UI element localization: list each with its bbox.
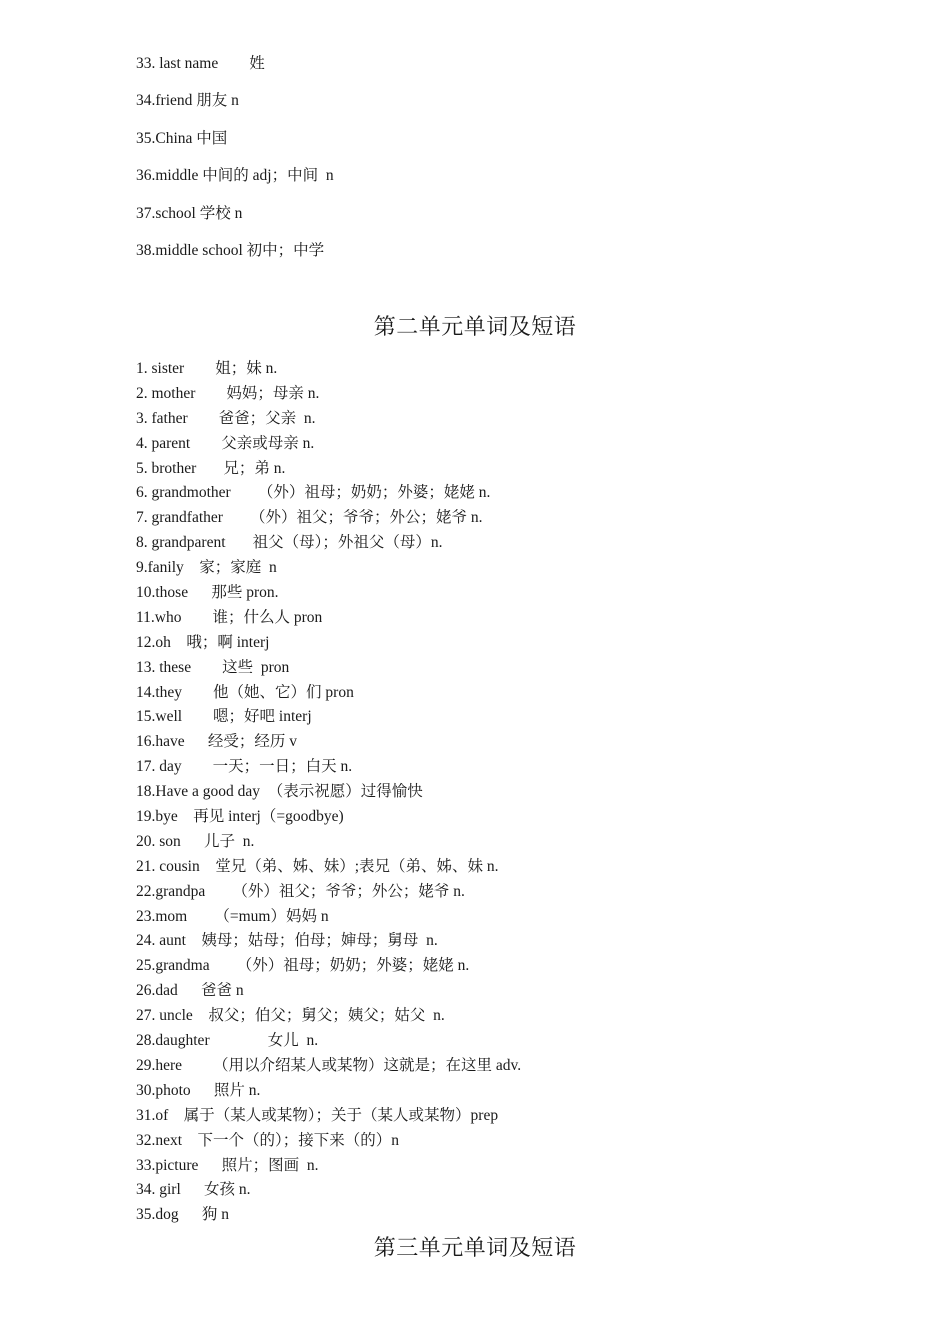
vocab-item: 35.dog 狗 n xyxy=(136,1206,230,1224)
vocab-item: 38.middle school 初中；中学 xyxy=(136,241,325,259)
vocab-item: 35.China 中国 xyxy=(136,129,228,147)
previous-unit-vocab-list xyxy=(136,53,334,277)
vocab-item: 11.who 谁；什么人 pron xyxy=(136,608,323,626)
vocab-item: 17. day 一天；一日；白天 n. xyxy=(136,758,353,776)
vocab-item: 33. last name 姓 xyxy=(136,55,265,72)
vocab-item: 9.fanily 家；家庭 n xyxy=(136,559,277,577)
vocab-item: 4. parent 父亲或母亲 n. xyxy=(136,434,315,452)
vocab-item: 3. father 爸爸；父亲 n. xyxy=(136,409,316,427)
vocab-item: 24. aunt 姨母；姑母；伯母；婶母；舅母 n. xyxy=(136,932,438,950)
unit2-vocab-list xyxy=(136,358,521,1229)
unit2-heading: 第二单元单词及短语 xyxy=(373,314,577,339)
vocab-item: 20. son 儿子 n. xyxy=(136,832,255,850)
vocab-item: 6. grandmother （外）祖母；奶奶；外婆；姥姥 n. xyxy=(136,484,491,502)
vocab-item: 5. brother 兄；弟 n. xyxy=(136,459,286,477)
vocab-item: 34.friend 朋友 n xyxy=(136,92,239,110)
vocab-item: 14.they 他（她、它）们 pron xyxy=(136,683,354,701)
vocab-item: 16.have 经受；经历 v xyxy=(136,733,298,751)
vocab-item: 7. grandfather （外）祖父；爷爷；外公；姥爷 n. xyxy=(136,509,483,527)
vocab-item: 19.bye 再见 interj（=goodbye) xyxy=(136,808,344,826)
vocab-item: 15.well 嗯；好吧 interj xyxy=(136,708,312,726)
vocab-item: 8. grandparent 祖父（母）；外祖父（母）n. xyxy=(136,534,443,552)
vocab-item: 28.daughter 女儿 n. xyxy=(136,1032,319,1050)
vocab-item: 25.grandma （外）祖母；奶奶；外婆；姥姥 n. xyxy=(136,957,470,975)
vocab-item: 32.next 下一个（的）；接下来（的）n xyxy=(136,1131,400,1149)
vocab-item: 37.school 学校 n xyxy=(136,204,243,222)
vocab-item: 2. mother 妈妈；母亲 n. xyxy=(136,384,320,402)
vocab-item: 1. sister 姐；妹 n. xyxy=(136,360,278,377)
vocab-item: 22.grandpa （外）祖父；爷爷；外公；姥爷 n. xyxy=(136,882,465,900)
vocab-item: 26.dad 爸爸 n xyxy=(136,982,244,1000)
vocab-item: 33.picture 照片；图画 n. xyxy=(136,1156,319,1174)
unit3-heading: 第三单元单词及短语 xyxy=(373,1235,577,1260)
vocab-item: 31.of 属于（某人或某物）；关于（某人或某物）prep xyxy=(136,1106,499,1124)
vocab-item: 13. these 这些 pron xyxy=(136,658,290,676)
vocab-item: 27. uncle 叔父；伯父；舅父；姨父；姑父 n. xyxy=(136,1007,445,1025)
vocab-item: 21. cousin 堂兄（弟、姊、妹）;表兄（弟、姊、妹 n. xyxy=(136,857,499,875)
vocab-item: 10.those 那些 pron. xyxy=(136,584,279,602)
vocab-item: 34. girl 女孩 n. xyxy=(136,1181,251,1199)
vocab-item: 36.middle 中间的 adj；中间 n xyxy=(136,167,334,185)
vocab-item: 23.mom （=mum）妈妈 n xyxy=(136,907,329,925)
vocab-item: 18.Have a good day （表示祝愿）过得愉快 xyxy=(136,783,423,801)
vocab-item: 29.here （用以介绍某人或某物）这就是；在这里 adv. xyxy=(136,1056,522,1074)
vocab-item: 30.photo 照片 n. xyxy=(136,1081,261,1099)
vocab-item: 12.oh 哦；啊 interj xyxy=(136,633,270,651)
